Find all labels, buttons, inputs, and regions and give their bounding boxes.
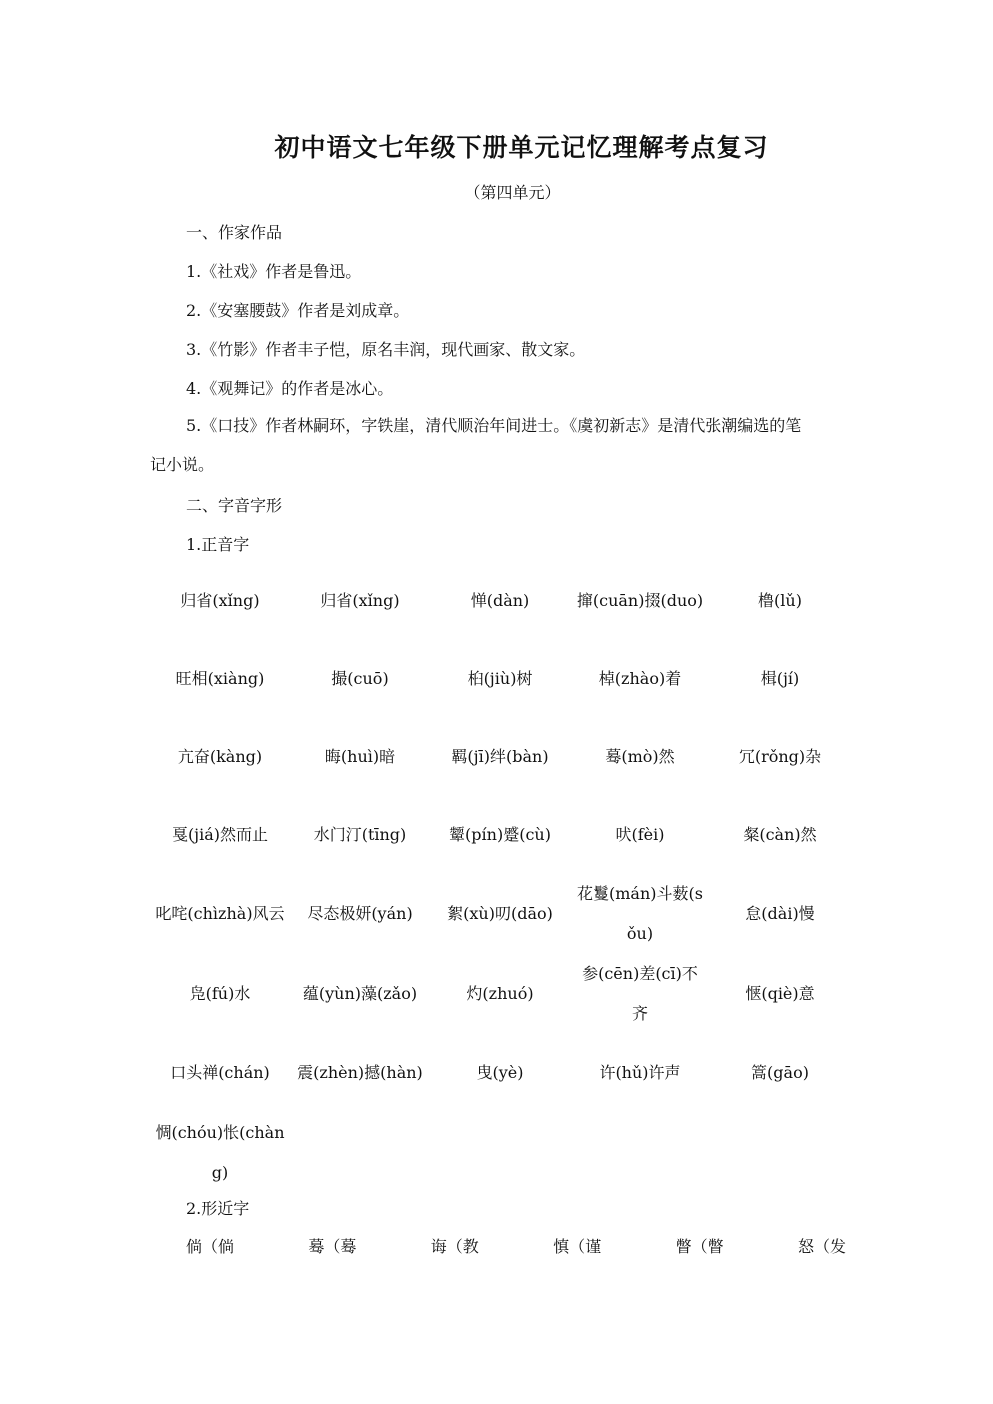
table-cell: 晦(huì)暗 bbox=[324, 747, 396, 766]
table-cell: 絮(xù)叨(dāo) bbox=[447, 904, 553, 923]
similar-item: 瞥（瞥 bbox=[675, 1237, 724, 1256]
table-cell: 撺(cuān)掇(duo) bbox=[576, 591, 704, 610]
similar-item: 慎（谨 bbox=[553, 1237, 602, 1256]
similar-item: 诲（教 bbox=[430, 1237, 479, 1256]
table-cell: 惮(dàn) bbox=[470, 591, 530, 610]
author-item-3: 3.《竹影》作者丰子恺，原名丰润，现代画家、散文家。 bbox=[186, 340, 586, 359]
table-cell: 橹(lǔ) bbox=[758, 591, 802, 610]
similar-characters-row bbox=[186, 1234, 846, 1257]
table-cell: 桕(jiù)树 bbox=[467, 669, 533, 688]
table-cell: 亢奋(kàng) bbox=[177, 747, 263, 766]
table-cell: 吠(fèi) bbox=[615, 825, 665, 844]
table-cell: 羁(jī)绊(bàn) bbox=[451, 747, 549, 766]
table-row bbox=[150, 640, 850, 718]
table-cell: 粲(càn)然 bbox=[743, 825, 817, 844]
table-cell: 参(cēn)差(cī)不齐 bbox=[582, 964, 698, 1023]
author-item-5: 5.《口技》作者林嗣环，字铁崖，清代顺治年间进士。《虞初新志》是清代张潮编选的笔记小说。 bbox=[150, 416, 802, 474]
table-row bbox=[150, 796, 850, 874]
page-title: 初中语文七年级下册单元记忆理解考点复习 bbox=[274, 133, 769, 162]
table-cell: 水门汀(tīng) bbox=[313, 825, 407, 844]
table-row bbox=[150, 718, 850, 796]
table-cell: 楫(jí) bbox=[760, 669, 800, 688]
table-row bbox=[150, 1112, 850, 1194]
table-cell: 撮(cuō) bbox=[331, 669, 389, 688]
table-cell: 篙(gāo) bbox=[751, 1063, 809, 1082]
author-item-4: 4.《观舞记》的作者是冰心。 bbox=[186, 379, 394, 398]
similar-item: 怒（发 bbox=[797, 1237, 846, 1256]
table-cell: 灼(zhuó) bbox=[466, 984, 534, 1003]
section-heading-pronunciation: 二、字音字形 bbox=[186, 496, 283, 515]
table-cell: 口头禅(chán) bbox=[170, 1063, 270, 1082]
table-cell: 花鬘(mán)斗薮(sǒu) bbox=[577, 884, 703, 943]
author-item-2: 2.《安塞腰鼓》作者是刘成章。 bbox=[186, 301, 410, 320]
table-cell: 戛(jiá)然而止 bbox=[171, 825, 269, 844]
similar-item: 蓦（蓦 bbox=[308, 1237, 357, 1256]
table-cell: 凫(fú)水 bbox=[189, 984, 251, 1003]
similar-item: 倘（倘 bbox=[186, 1237, 235, 1256]
table-cell: 蕴(yùn)藻(zǎo) bbox=[302, 984, 418, 1003]
section-heading-authors: 一、作家作品 bbox=[186, 223, 283, 242]
table-cell: 惬(qiè)意 bbox=[745, 984, 815, 1003]
table-cell: 震(zhèn)撼(hàn) bbox=[297, 1063, 423, 1082]
table-cell: 惆(chóu)怅(chàng) bbox=[155, 1123, 285, 1182]
page-subtitle: （第四单元） bbox=[464, 183, 561, 202]
table-cell: 颦(pín)蹙(cù) bbox=[449, 825, 551, 844]
table-cell: 许(hǔ)许声 bbox=[599, 1063, 681, 1082]
subsection-correct-pronunciation: 1.正音字 bbox=[186, 535, 250, 554]
author-item-1: 1.《社戏》作者是鲁迅。 bbox=[186, 262, 362, 281]
table-cell: 冗(rǒng)杂 bbox=[738, 747, 822, 766]
table-cell: 曳(yè) bbox=[476, 1063, 524, 1082]
subsection-similar-characters: 2.形近字 bbox=[186, 1199, 250, 1218]
table-cell: 怠(dài)慢 bbox=[745, 904, 815, 923]
table-cell: 归省(xǐng) bbox=[320, 591, 400, 610]
table-cell: 叱咤(chìzhà)风云 bbox=[155, 904, 285, 923]
table-row bbox=[150, 1034, 850, 1112]
table-row bbox=[150, 954, 850, 1034]
table-cell: 尽态极妍(yán) bbox=[307, 904, 413, 923]
pinyin-table bbox=[150, 562, 850, 1194]
table-row bbox=[150, 874, 850, 954]
table-row bbox=[150, 562, 850, 640]
table-cell: 归省(xǐng) bbox=[180, 591, 260, 610]
table-cell: 蓦(mò)然 bbox=[605, 747, 675, 766]
table-cell: 棹(zhào)着 bbox=[598, 669, 682, 688]
table-cell: 旺相(xiàng) bbox=[175, 669, 265, 688]
